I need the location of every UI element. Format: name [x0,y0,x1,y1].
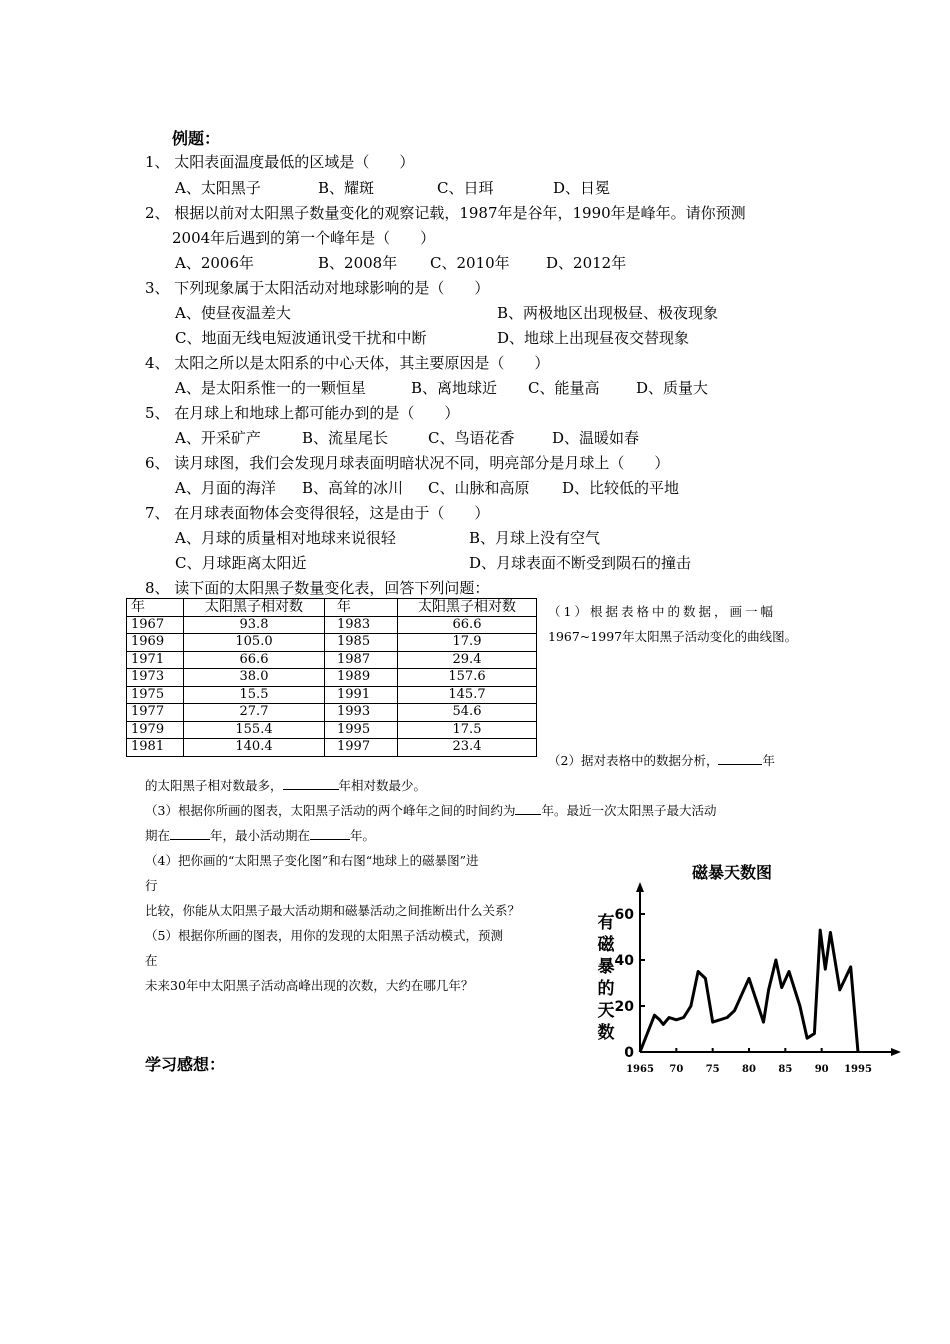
question-5-option-b: B、流星尾长 [302,429,389,447]
sub-question-3-line1 [145,801,716,819]
question-6-option-d: D、比较低的平地 [562,479,680,497]
y-axis-label-char: 数 [597,1023,615,1043]
sub-question-4-line2: 行 [145,878,158,893]
table-cell: 105.0 [184,634,325,652]
table-cell: 66.6 [398,616,537,634]
table-cell: 1975 [127,686,184,704]
question-2-option-a: A、2006年 [175,254,255,272]
table-cell: 1969 [127,634,184,652]
question-5-option-a: A、开采矿产 [175,429,261,447]
y-axis-label-char: 有 [597,913,615,933]
section-title: 例题： [172,129,221,148]
table-row [127,704,537,722]
question-1-option-c: C、日珥 [437,179,494,197]
table-cell: 17.5 [398,721,537,739]
question-6-option-b: B、高耸的冰川 [302,479,404,497]
y-tick-label: 20 [614,999,634,1015]
table-header-year: 年 [325,599,398,617]
question-3-option-a: A、使昼夜温差大 [175,304,291,322]
y-axis-label-char: 天 [597,1001,615,1021]
question-6-stem: 6、 读月球图，我们会发现月球表面明暗状况不同，明亮部分是月球上（ ） [145,454,670,472]
answer-blank[interactable] [718,764,762,765]
question-7-stem: 7、 在月球表面物体会变得很轻，这是由于（ ） [145,504,490,522]
sub-question-2-line1 [548,751,775,769]
sub-question-4-line3: 比较，你能从太阳黑子最大活动期和磁暴活动之间推断出什么关系？ [145,903,521,918]
sub-question-2-text-d: 年相对数最少。 [338,778,427,793]
table-row [127,739,537,757]
x-tick-label: 80 [742,1064,756,1075]
sub-question-5-line1: （5）根据你所画的图表，用你的发现的太阳黑子活动模式，预测 [145,928,503,943]
y-tick-label: 40 [614,953,634,969]
question-1-stem: 1、 太阳表面温度最低的区域是（ ） [145,153,415,171]
question-2-option-d: D、2012年 [546,254,627,272]
question-8-stem: 8、 读下面的太阳黑子数量变化表，回答下列问题： [145,579,490,597]
chart-title: 磁暴天数图 [691,863,773,882]
sub-question-2-text-a: （2）据对表格中的数据分析， [548,753,719,768]
sub-question-4-line1: （4）把你画的“太阳黑子变化图”和右图“地球上的磁暴图”进 [145,853,479,868]
table-cell: 27.7 [184,704,325,722]
sub-question-2-text-c: 的太阳黑子相对数最多， [145,778,283,793]
question-2-option-b: B、2008年 [318,254,398,272]
table-cell: 1977 [127,704,184,722]
table-cell: 66.6 [184,651,325,669]
question-7-option-a: A、月球的质量相对地球来说很轻 [175,529,396,547]
sub-question-1-line2: 1967~1997年太阳黑子活动变化的曲线图。 [548,629,798,644]
table-header-value: 太阳黑子相对数 [398,599,537,617]
table-row [127,634,537,652]
sub-question-2-line2 [145,776,426,794]
table-cell: 1981 [127,739,184,757]
table-cell: 93.8 [184,616,325,634]
question-1-option-b: B、耀斑 [318,179,375,197]
x-axis-arrow [891,1048,901,1056]
table-cell: 1989 [325,669,398,687]
table-row [127,669,537,687]
table-cell: 23.4 [398,739,537,757]
question-5-option-d: D、温暖如春 [552,429,640,447]
answer-blank[interactable] [170,839,210,840]
table-cell: 1997 [325,739,398,757]
table-row [127,721,537,739]
question-6-option-a: A、月面的海洋 [175,479,276,497]
question-4-stem: 4、 太阳之所以是太阳系的中心天体，其主要原因是（ ） [145,354,550,372]
sub-question-5-line3: 未来30年中太阳黑子活动高峰出现的次数，大约在哪几年？ [145,978,474,993]
sub-question-3-text-d: 年，最小活动期在 [210,828,311,843]
answer-blank[interactable] [515,814,541,815]
x-tick-label: 70 [669,1064,684,1075]
question-6-option-c: C、山脉和高原 [428,479,530,497]
table-cell: 17.9 [398,634,537,652]
question-4-option-b: B、离地球近 [411,379,498,397]
sub-question-5-line2: 在 [145,953,158,968]
table-cell: 1993 [325,704,398,722]
table-row [127,686,537,704]
sub-question-3-line2 [145,826,375,844]
table-row [127,651,537,669]
table-cell: 1995 [325,721,398,739]
table-cell: 38.0 [184,669,325,687]
table-cell: 1979 [127,721,184,739]
sub-question-1-line1: （1）根据表格中的数据，画一幅 [548,604,776,619]
y-axis-arrow [636,882,644,892]
answer-blank[interactable] [310,839,350,840]
question-7-option-c: C、月球距离太阳近 [175,554,307,572]
magnetic-storm-chart [590,858,910,1080]
table-cell: 157.6 [398,669,537,687]
table-header-value: 太阳黑子相对数 [184,599,325,617]
question-3-option-b: B、两极地区出现极昼、极夜现象 [497,304,719,322]
question-2-stem: 2、 根据以前对太阳黑子数量变化的观察记载，1987年是谷年，1990年是峰年。请你预测 [145,204,746,222]
question-4-option-a: A、是太阳系惟一的一颗恒星 [175,379,366,397]
table-cell: 1973 [127,669,184,687]
x-tick-label: 1995 [844,1064,872,1075]
question-5-stem: 5、 在月球上和地球上都可能办到的是（ ） [145,404,460,422]
table-cell: 1971 [127,651,184,669]
x-tick-label: 90 [814,1064,829,1075]
question-2-stem-line2: 2004年后遇到的第一个峰年是（ ） [172,229,436,247]
question-1-option-a: A、太阳黑子 [175,179,261,197]
x-tick-label: 75 [705,1064,720,1075]
question-7-option-d: D、月球表面不断受到陨石的撞击 [469,554,692,572]
y-axis-label-char: 的 [597,979,615,999]
table-cell: 140.4 [184,739,325,757]
question-1-option-d: D、日冕 [553,179,611,197]
table-cell: 15.5 [184,686,325,704]
table-cell: 145.7 [398,686,537,704]
x-tick-label: 85 [778,1064,793,1075]
x-tick-label: 1965 [626,1064,654,1075]
footer-title: 学习感想： [145,1055,226,1074]
answer-blank[interactable] [283,789,339,790]
table-cell: 54.6 [398,704,537,722]
y-axis-label-char: 磁 [597,935,615,955]
sunspot-table [126,598,537,757]
y-tick-label: 60 [614,907,634,923]
table-header-row [127,599,537,617]
y-axis-label [598,912,616,1043]
storm-days-line [640,930,858,1052]
y-tick-label: 0 [624,1045,634,1061]
table-cell: 1983 [325,616,398,634]
sub-question-3-text-c: 期在 [145,828,171,843]
question-5-option-c: C、鸟语花香 [428,429,515,447]
table-cell: 1991 [325,686,398,704]
question-3-option-d: D、地球上出现昼夜交替现象 [497,329,690,347]
question-2-option-c: C、2010年 [430,254,510,272]
table-cell: 1987 [325,651,398,669]
table-row [127,616,537,634]
question-4-option-d: D、质量大 [636,379,709,397]
sub-question-2-text-b: 年 [762,753,775,768]
table-cell: 29.4 [398,651,537,669]
sub-question-3-text-a: （3）根据你所画的图表，太阳黑子活动的两个峰年之间的时间约为 [145,803,516,818]
question-3-stem: 3、 下列现象属于太阳活动对地球影响的是（ ） [145,279,490,297]
question-7-option-b: B、月球上没有空气 [469,529,601,547]
table-cell: 1967 [127,616,184,634]
table-cell: 1985 [325,634,398,652]
sub-question-3-text-e: 年。 [350,828,376,843]
table-cell: 155.4 [184,721,325,739]
question-3-option-c: C、地面无线电短波通讯受干扰和中断 [175,329,427,347]
table-header-year: 年 [127,599,184,617]
question-4-option-c: C、能量高 [528,379,600,397]
y-axis-label-char: 暴 [597,957,615,977]
sub-question-3-text-b: 年。最近一次太阳黑子最大活动 [541,803,717,818]
